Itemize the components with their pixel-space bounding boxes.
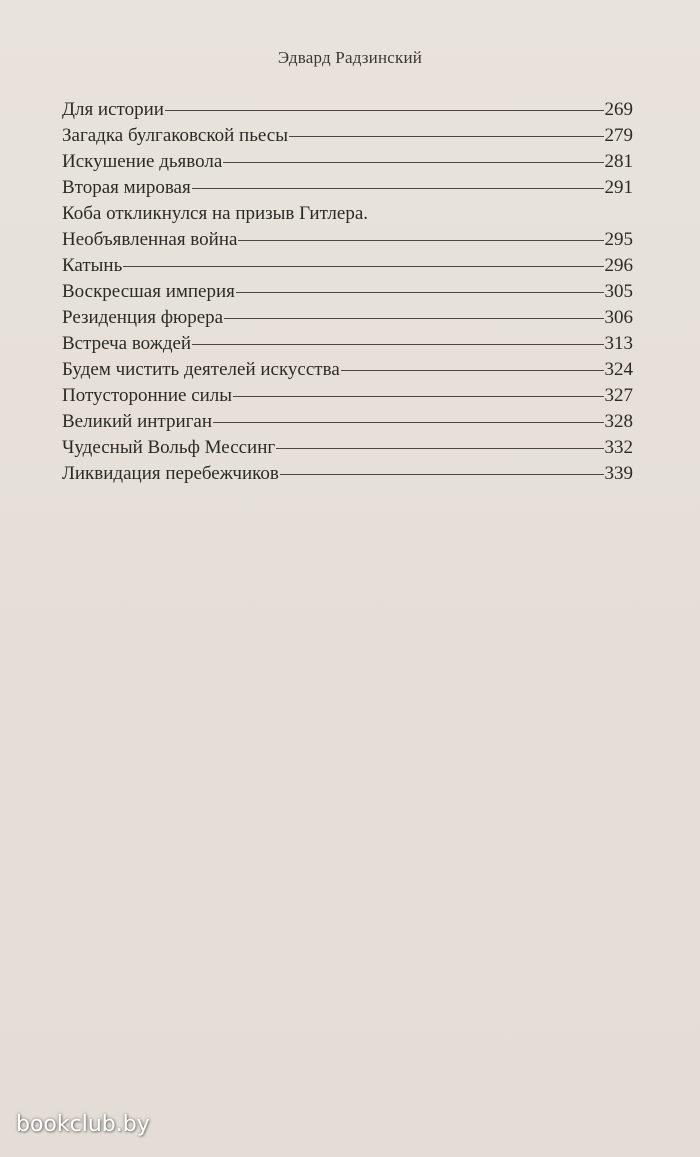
toc-leader-line [289, 136, 604, 137]
toc-entry [62, 227, 633, 253]
toc-leader-line [223, 162, 603, 163]
toc-entry-title: Вторая мировая [62, 177, 191, 198]
toc-entry-title: Коба откликнулся на призыв Гитлера. [62, 203, 369, 224]
toc-entry-title: Искушение дьявола [62, 151, 223, 172]
toc-leader-line [276, 448, 603, 449]
toc-entry [62, 253, 633, 279]
toc-entry-title: Великий интриган [62, 411, 213, 432]
toc-entry-title: Резиденция фюрера [62, 307, 224, 328]
toc-entry-title: Встреча вождей [62, 333, 192, 354]
toc-entry [62, 175, 633, 201]
toc-entry-title: Для истории [62, 99, 164, 120]
toc-entry-title: Загадка булгаковской пьесы [62, 125, 288, 146]
toc-leader-line [233, 396, 603, 397]
toc-entry [62, 149, 633, 175]
toc-entry-title: Необъявленная война [62, 229, 238, 250]
toc-entry [62, 331, 633, 357]
toc-entry-page: 328 [604, 411, 633, 432]
toc-entry-page: 324 [604, 359, 633, 380]
toc-entry-title: Ликвидация перебежчиков [62, 463, 279, 484]
toc-entry [62, 461, 633, 487]
toc-entry-page: 295 [604, 229, 633, 250]
table-of-contents [62, 97, 633, 487]
toc-entry [62, 201, 633, 227]
toc-entry-page: 313 [604, 333, 633, 354]
watermark-logo: bookclub.by [16, 1112, 150, 1137]
toc-entry-page: 281 [604, 151, 633, 172]
toc-entry [62, 97, 633, 123]
toc-entry [62, 383, 633, 409]
toc-entry-title: Чудесный Вольф Мессинг [62, 437, 276, 458]
toc-leader-line [165, 110, 604, 111]
toc-leader-line [224, 318, 603, 319]
toc-entry-title: Катынь [62, 255, 123, 276]
toc-entry [62, 409, 633, 435]
toc-entry-title: Воскресшая империя [62, 281, 235, 302]
toc-leader-line [341, 370, 604, 371]
toc-leader-line [213, 422, 603, 423]
toc-entry [62, 279, 633, 305]
toc-leader-line [280, 474, 604, 475]
toc-entry [62, 435, 633, 461]
toc-entry [62, 123, 633, 149]
toc-entry-page: 305 [604, 281, 633, 302]
toc-entry [62, 357, 633, 383]
toc-leader-line [236, 292, 604, 293]
toc-entry-page: 339 [604, 463, 633, 484]
toc-entry-page: 269 [604, 99, 633, 120]
toc-entry-page: 306 [604, 307, 633, 328]
toc-leader-line [123, 266, 603, 267]
toc-entry-page: 332 [604, 437, 633, 458]
toc-entry-title: Будем чистить деятелей искусства [62, 359, 340, 380]
toc-leader-line [192, 188, 604, 189]
toc-entry-page: 327 [604, 385, 633, 406]
toc-entry-page: 279 [604, 125, 633, 146]
toc-entry [62, 305, 633, 331]
toc-entry-title: Потусторонние силы [62, 385, 233, 406]
toc-entry-page: 296 [604, 255, 633, 276]
running-head-author: Эдвард Радзинский [277, 48, 423, 67]
toc-entry-page: 291 [604, 177, 633, 198]
toc-leader-line [192, 344, 603, 345]
toc-leader-line [238, 240, 603, 241]
